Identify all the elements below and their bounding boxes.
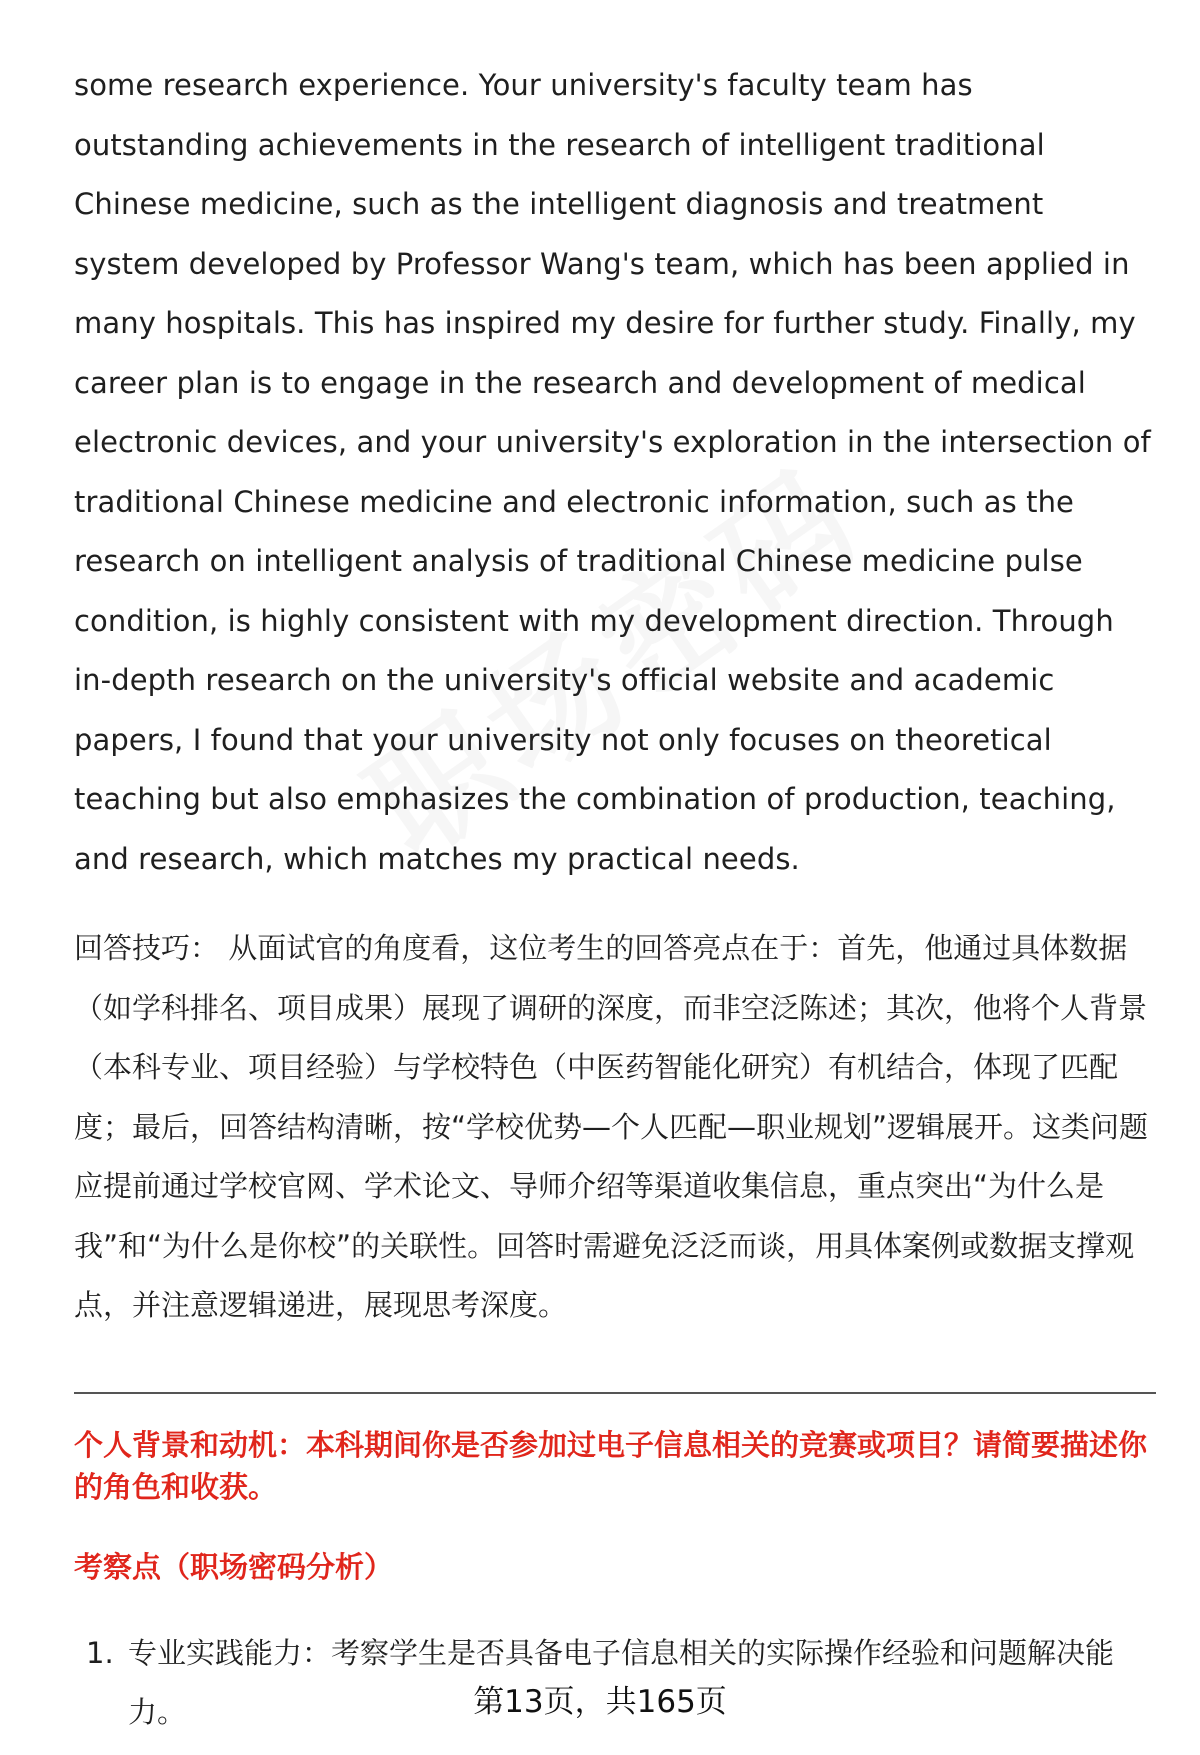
document-page [74, 56, 1156, 1742]
assessment-heading: 考察点（职场密码分析） [74, 1549, 394, 1584]
page-number: 第13页，共165页 [473, 1684, 727, 1720]
answer-paragraph: some research experience. Your university's faculty team has outstanding achievements in the research of intelligent traditional Chinese medicine, such as the intelligent diagnosis and treatment system developed by Professor Wang's team, which has been applied in many hospitals. This has inspired my desire for further study. Finally, my career plan is to engage in the research and development of medical electronic devices, and your university's exploration in the intersection of traditional Chinese medicine and electronic information, such as the research on intelligent analysis of traditional Chinese medicine pulse condition, is highly consistent with my development direction. Through in-depth research on the university's official website and academic papers, I found that your university not only focuses on theoretical teaching but also emphasizes the combination of production, teaching, and research, which matches my practical needs. [74, 68, 1151, 876]
list-item-number: 1. [86, 1635, 114, 1670]
list-item-text: 专业实践能力：考察学生是否具备电子信息相关的实际操作经验和问题解决能力。 [128, 1635, 1115, 1729]
section-divider [74, 1392, 1156, 1394]
tips-label: 回答技巧： [74, 931, 220, 965]
tips-paragraph [74, 919, 1156, 1336]
question-heading: 个人背景和动机：本科期间你是否参加过电子信息相关的竞赛或项目？请简要描述你的角色和收获。 [74, 1427, 1148, 1504]
tips-text: 从面试官的角度看，这位考生的回答亮点在于：首先，他通过具体数据（如学科排名、项目成果）展现了调研的深度，而非空泛陈述；其次，他将个人背景（本科专业、项目经验）与学校特色（中医药智能化研究）有机结合，体现了匹配度；最后，回答结构清晰，按“学校优势—个人匹配—职业规划”逻辑展开。这类问题应提前通过学校官网、学术论文、导师介绍等渠道收集信息，重点突出“为什么是我”和“为什么是你校”的关联性。回答时需避免泛泛而谈，用具体案例或数据支撑观点，并注意逻辑递进，展现思考深度。 [74, 931, 1149, 1322]
